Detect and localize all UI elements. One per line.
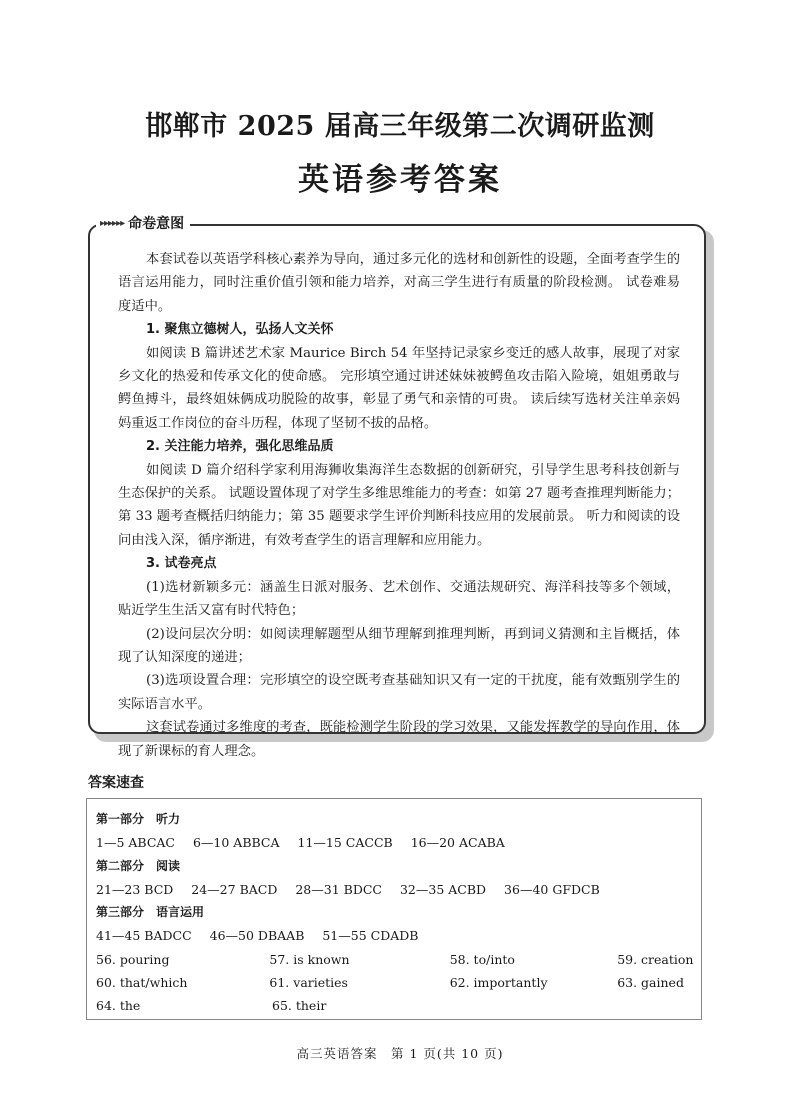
answer-group: 36—40 GFDCB [504, 881, 600, 897]
fill-answer: 59. creation [617, 951, 694, 967]
part3-answers [96, 924, 696, 947]
section3-point3: (3)选项设置合理：完形填空的设空既考查基础知识又有一定的干扰度，能有效甄别学生的实际语言水平。 [118, 673, 680, 712]
part1-answers [96, 831, 696, 854]
intent-body [118, 248, 680, 763]
section2-text: 如阅读 D 篇介绍科学家利用海狮收集海洋生态数据的创新研究，引导学生思考科技创新与生态保护的关系。 试题设置体现了对学生多维思维能力的考查：如第 27 题考查推理判断能力；第 33 题考查概括归纳能力；第 35 题要求学生评价判断科技应用的发展前景。 听力和阅读的设问由浅入深，循序渐进，有效考查学生的语言理解和应用能力。 [118, 462, 680, 548]
page-footer: 高三英语答案 第 1 页(共 10 页) [296, 1046, 504, 1061]
answer-group: 32—35 ACBD [399, 881, 487, 897]
intent-intro: 本套试卷以英语学科核心素养为导向，通过多元化的选材和创新性的设题，全面考查学生的语言运用能力，同时注重价值引领和能力培养，对高三学生进行有质量的阶段检测。 试卷难易度适中。 [118, 252, 680, 314]
answer-group: 28—31 BDCC [295, 881, 382, 897]
fill-answer: 62. importantly [449, 975, 548, 991]
section2-title: 2. 关注能力培养，强化思维品质 [146, 439, 334, 455]
fill-answer: 60. that/which [96, 975, 188, 991]
fill-answer: 61. varieties [269, 975, 348, 991]
intent-heading-label: 命卷意图 [128, 216, 185, 232]
fill-answer: 65. their [272, 998, 327, 1014]
answers-content [96, 808, 696, 1018]
answer-group: 46—50 DBAAB [209, 928, 305, 944]
section3-point2: (2)设问层次分明：如阅读理解题型从细节理解到推理判断，再到词义猜测和主旨概括，体现了认知深度的递进； [118, 626, 680, 665]
fill-answer: 63. gained [617, 975, 684, 991]
fill-answers-row [96, 948, 696, 971]
section3-point1: (1)选材新颖多元：涵盖生日派对服务、艺术创作、交通法规研究、海洋科技等多个领域，贴近学生生活又富有时代特色； [118, 579, 680, 619]
fill-answers-row [96, 994, 696, 1017]
part1-title: 第一部分 听力 [96, 812, 181, 826]
answer-group: 11—15 CACCB [297, 835, 393, 851]
answer-group: 16—20 ACABA [410, 835, 505, 851]
fill-answer: 64. the [96, 998, 141, 1014]
fill-answer: 58. to/into [449, 951, 515, 967]
part2-answers [96, 878, 696, 901]
intent-heading [96, 212, 190, 234]
section1-text: 如阅读 B 篇讲述艺术家 Maurice Birch 54 年坚持记录家乡变迁的感人故事，展现了对家乡文化的热爱和传承文化的使命感。 完形填空通过讲述妹妹被鳄鱼攻击陷入险境，姐姐勇敢与鳄鱼搏斗，最终姐妹俩成功脱险的故事，彰显了勇气和亲情的可贵。 读后续写选材关注单亲妈妈重返工作岗位的奋斗历程，体现了坚韧不拔的品格。 [118, 345, 680, 431]
part2-title: 第二部分 阅读 [96, 858, 181, 873]
arrow-decoration-icon: ▸▸▸▸▸▸ [100, 217, 125, 229]
fill-answer: 56. pouring [96, 951, 170, 967]
answer-group: 51—55 CDADB [322, 928, 419, 944]
section1-title: 1. 聚焦立德树人，弘扬人文关怀 [146, 322, 334, 338]
answer-group: 24—27 BACD [191, 881, 278, 897]
fill-answer: 57. is known [269, 951, 350, 967]
document-title: 邯郸市 2025 届高三年级第二次调研监测 [145, 111, 655, 142]
part3-title: 第三部分 语言运用 [96, 905, 205, 920]
section3-title: 3. 试卷亮点 [146, 556, 217, 572]
answer-group: 21—23 BCD [96, 881, 174, 897]
document-subtitle: 英语参考答案 [298, 162, 502, 198]
fill-answers-row [96, 971, 696, 994]
answer-group: 1—5 ABCAC [96, 835, 175, 851]
answers-label: 答案速查 [88, 775, 144, 791]
answer-group: 41—45 BADCC [96, 928, 192, 944]
intent-closing: 这套试卷通过多维度的考查，既能检测学生阶段的学习效果，又能发挥教学的导向作用，体现了新课标的育人理念。 [118, 720, 680, 759]
answer-group: 6—10 ABBCA [192, 835, 280, 851]
